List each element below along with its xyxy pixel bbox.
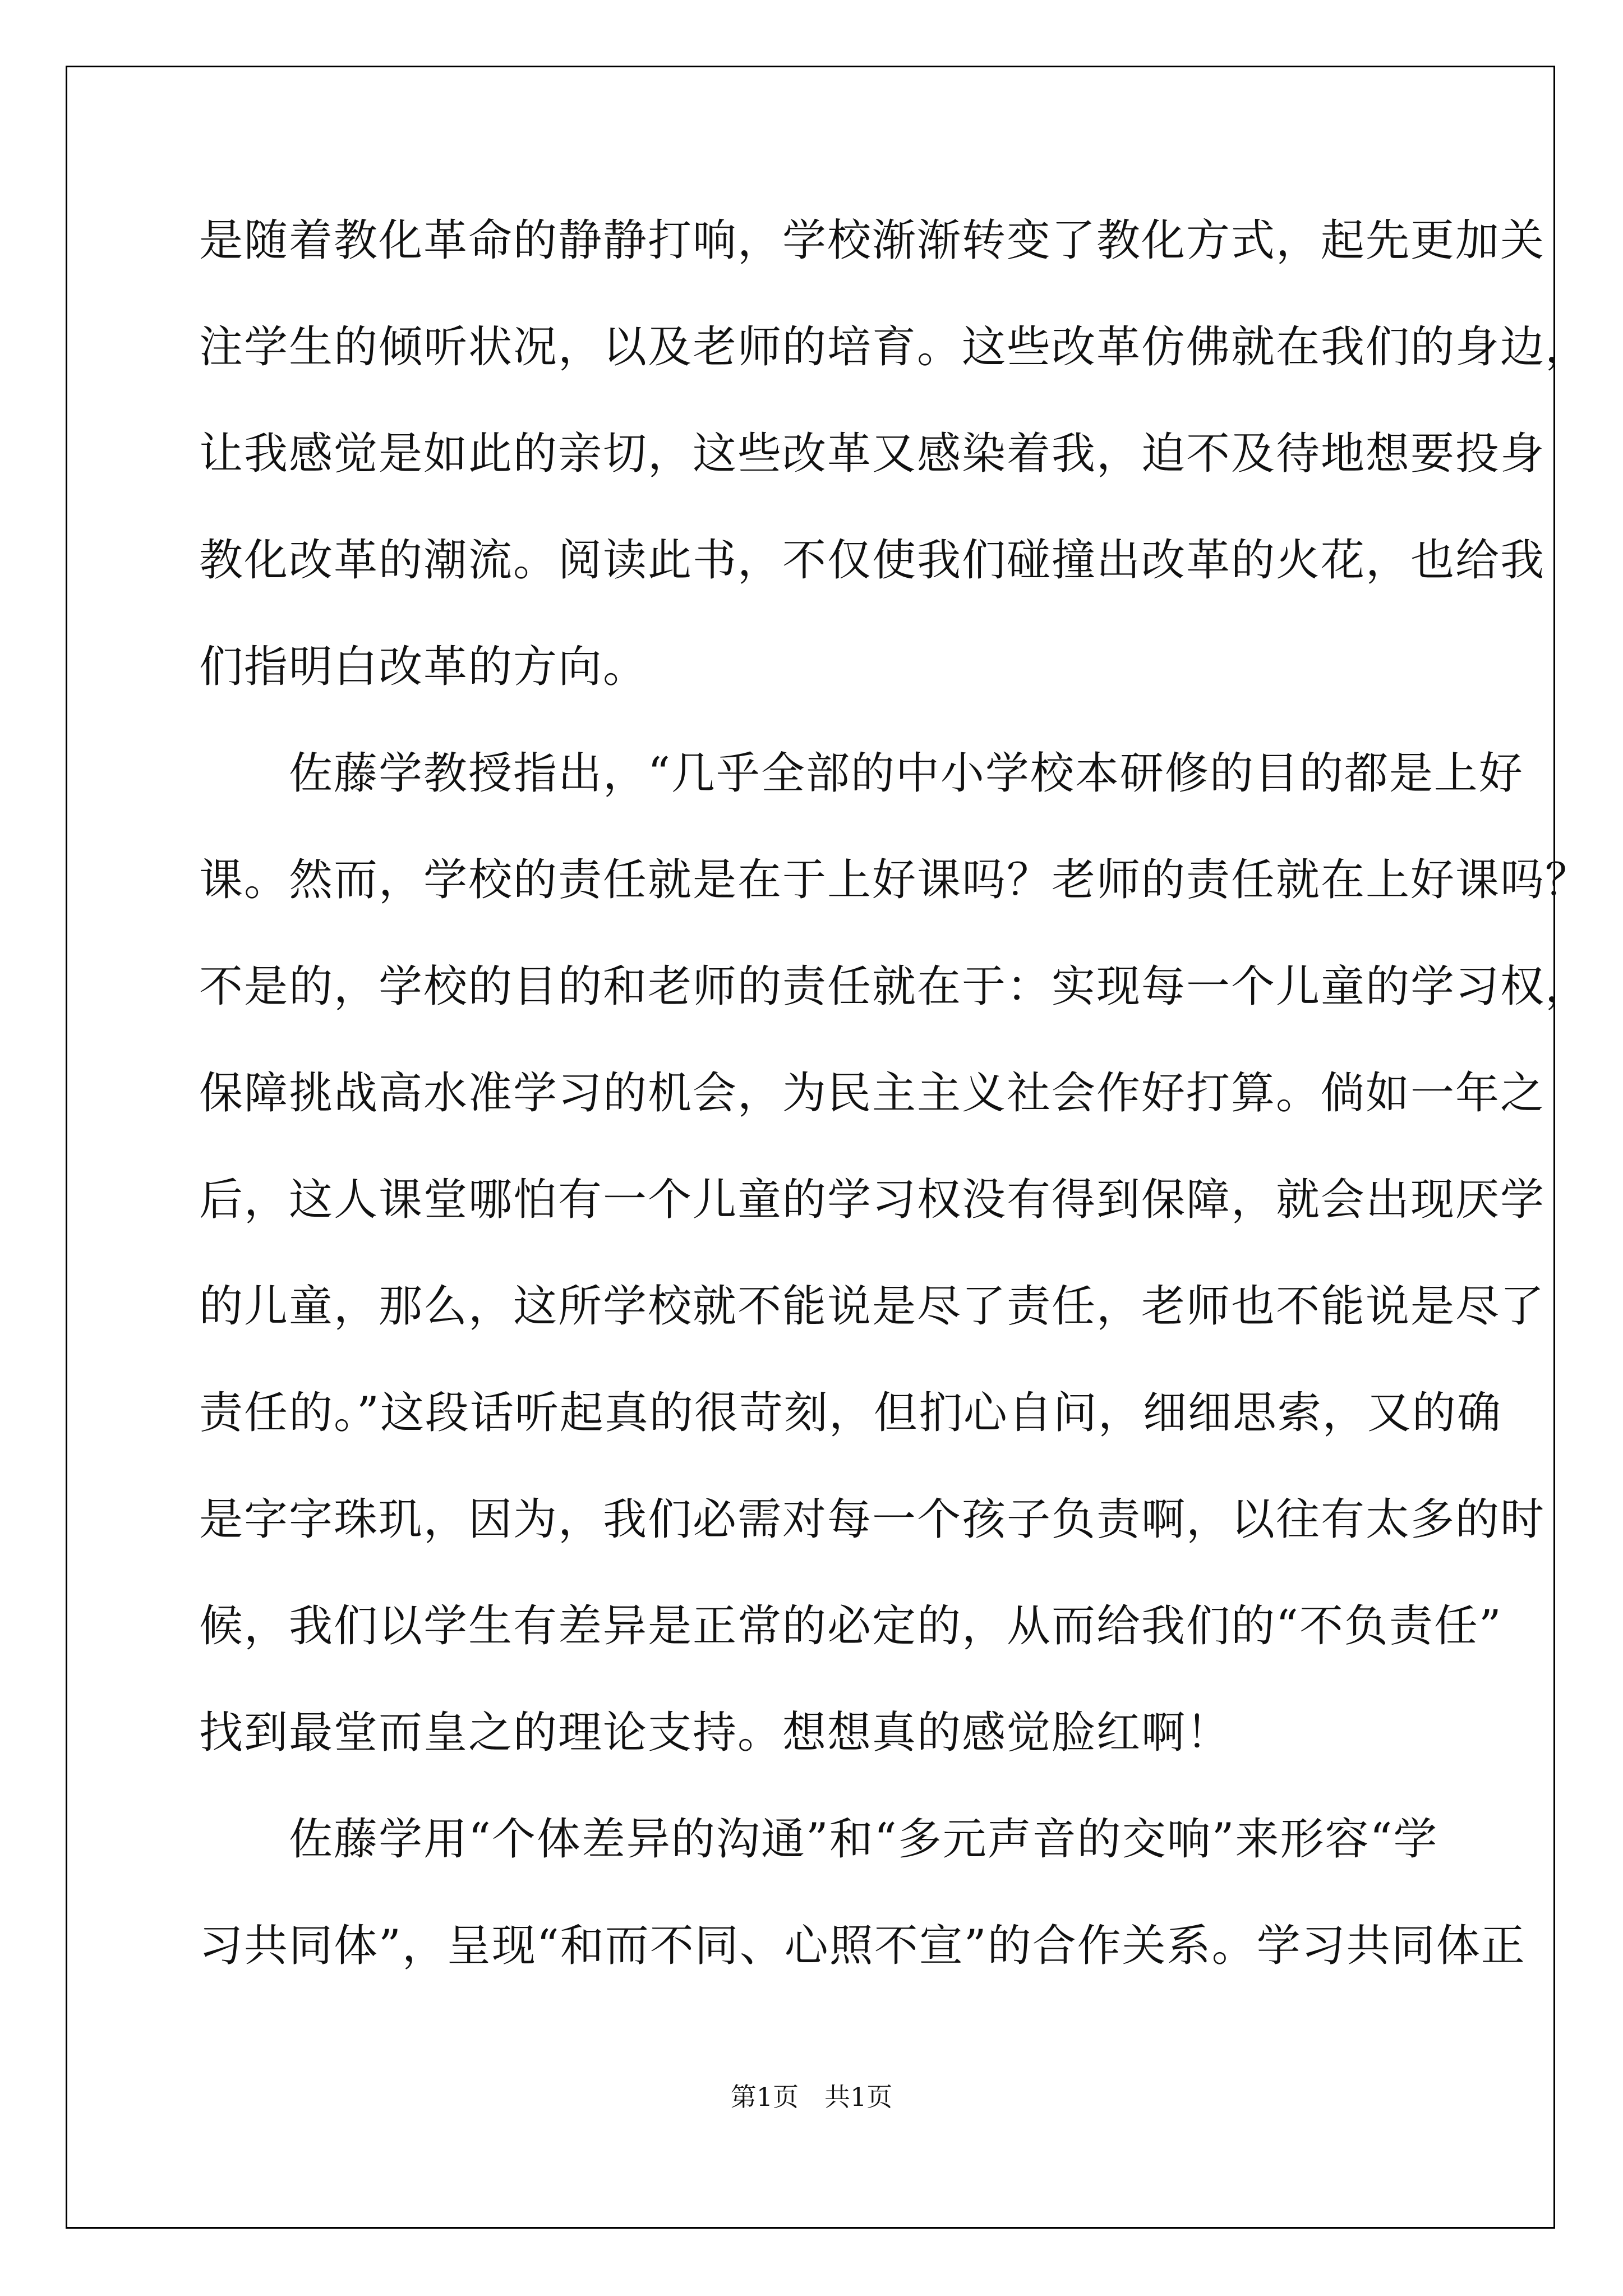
text-line: 找到最堂而皇之的理论支持。想想真的感觉脸红啊！ (199, 1708, 1232, 1758)
text-line: 让我感觉是如此的亲切，这些改革又感染着我，迫不及待地想要投身 (199, 429, 1546, 479)
text-line: 的儿童，那么，这所学校就不能说是尽了责任，老师也不能说是尽了 (199, 1281, 1546, 1332)
paragraph-start-line: 佐藤学用“个体差异的沟通”和“多元声音的交响”来形容“学 (199, 1814, 1438, 1865)
text-line: 候，我们以学生有差异是正常的必定的，从而给我们的“不负责任” (199, 1601, 1502, 1651)
paragraph-start-line: 佐藤学教授指出，“几乎全部的中小学校本研修的目的都是上好 (199, 748, 1524, 799)
text-line: 保障挑战高水准学习的机会，为民主主义社会作好打算。倘如一年之 (199, 1068, 1546, 1119)
text-line: 是随着教化革命的静静打响，学校渐渐转变了教化方式，起先更加关 (199, 215, 1546, 266)
page-number-footer: 第1页 共1页 (730, 2082, 893, 2112)
page-border (66, 66, 1555, 2229)
text-line: 不是的，学校的目的和老师的责任就在于：实现每一个儿童的学习权， (199, 961, 1590, 1012)
text-line: 责任的。”这段话听起真的很苛刻，但扪心自问，细细思索，又的确 (199, 1388, 1502, 1438)
text-line: 教化改革的潮流。阅读此书，不仅使我们碰撞出改革的火花，也给我 (199, 535, 1546, 586)
text-line: 们指明白改革的方向。 (199, 642, 648, 692)
text-line: 后，这人课堂哪怕有一个儿童的学习权没有得到保障，就会出现厌学 (199, 1175, 1546, 1225)
text-line: 课。然而，学校的责任就是在于上好课吗？老师的责任就在上好课吗？ (199, 855, 1590, 905)
text-line: 习共同体”，呈现“和而不同、心照不宣”的合作关系。学习共同体正 (199, 1921, 1526, 1971)
text-line: 注学生的倾听状况，以及老师的培育。这些改革仿佛就在我们的身边， (199, 322, 1590, 372)
text-line: 是字字珠玑，因为，我们必需对每一个孩子负责啊，以往有太多的时 (199, 1494, 1546, 1545)
